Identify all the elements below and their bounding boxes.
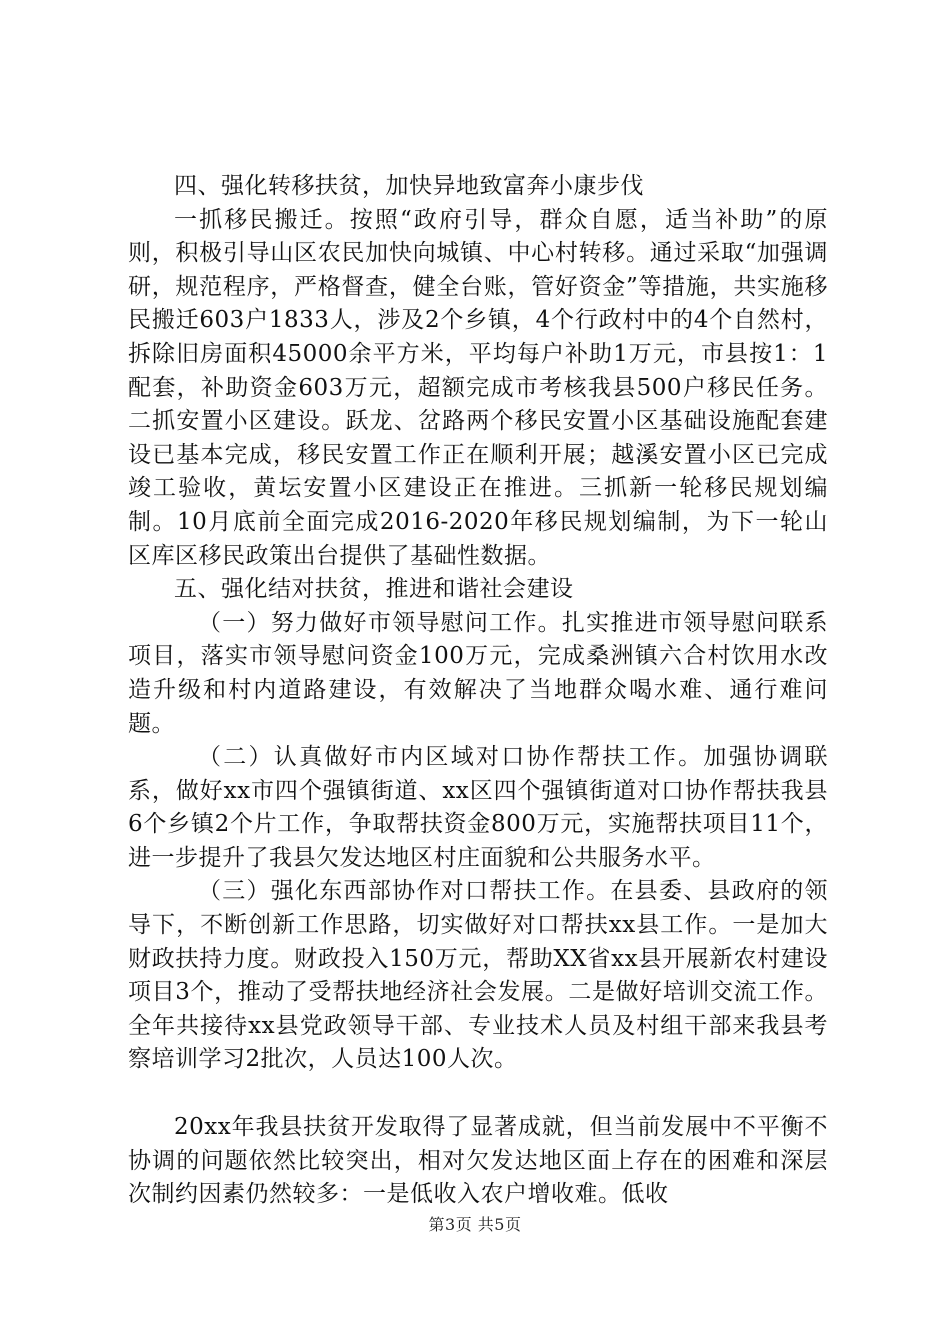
paragraph-migration: 一抓移民搬迁。按照“政府引导，群众自愿，适当补助”的原则，积极引导山区农民加快向城镇、中心村转移。通过采取“加强调研，规范程序，严格督查，健全台账，管好资金”等措施，共实施移民搬迁603户1833人，涉及2个乡镇，4个行政村中的4个自然村，拆除旧房面积45000余平方米，平均每户补助1万元，市县按1：1配套，补助资金603万元，超额完成市考核我县500户移民任务。二抓安置小区建设。跃龙、岔路两个移民安置小区基础设施配套建设已基本完成，移民安置工作正在顺利开展；越溪安置小区已完成竣工验收，黄坛安置小区建设正在推进。三抓新一轮移民规划编制。10月底前全面完成2016-2020年移民规划编制，为下一轮山区库区移民政策出台提供了基础性数据。	[128, 206, 828, 569]
section-heading-5: 五、强化结对扶贫，推进和谐社会建设	[174, 576, 574, 603]
paragraph-summary: 20xx年我县扶贫开发取得了显著成就，但当前发展中不平衡不协调的问题依然比较突出，相对欠发达地区面上存在的困难和深层次制约因素仍然较多：一是低收入农户增收难。低收	[128, 1114, 828, 1208]
paragraph-east-west-cooperation: （三）强化东西部协作对口帮扶工作。在县委、县政府的领导下，不断创新工作思路，切实做好对口帮扶xx县工作。一是加大财政扶持力度。财政投入150万元，帮助XX省xx县开展新农村建设项目3个，推动了受帮扶地经济社会发展。二是做好培训交流工作。全年共接待xx县党政领导干部、专业技术人员及村组干部来我县考察培训学习2批次，人员达100人次。	[128, 878, 828, 1073]
paragraph-regional-cooperation: （二）认真做好市内区域对口协作帮扶工作。加强协调联系，做好xx市四个强镇街道、xx区四个强镇街道对口协作帮扶我县6个乡镇2个片工作，争取帮扶资金800万元，实施帮扶项目11个，进一步提升了我县欠发达地区村庄面貌和公共服务水平。	[128, 744, 828, 871]
page-footer: 第3页 共5页	[428, 1215, 522, 1234]
section-heading-4: 四、强化转移扶贫，加快异地致富奔小康步伐	[174, 173, 644, 199]
document-body	[128, 170, 828, 1212]
paragraph-city-leader-visits: （一）努力做好市领导慰问工作。扎实推进市领导慰问联系项目，落实市领导慰问资金100万元，完成桑洲镇六合村饮用水改造升级和村内道路建设，有效解决了当地群众喝水难、通行难问题。	[128, 609, 828, 737]
